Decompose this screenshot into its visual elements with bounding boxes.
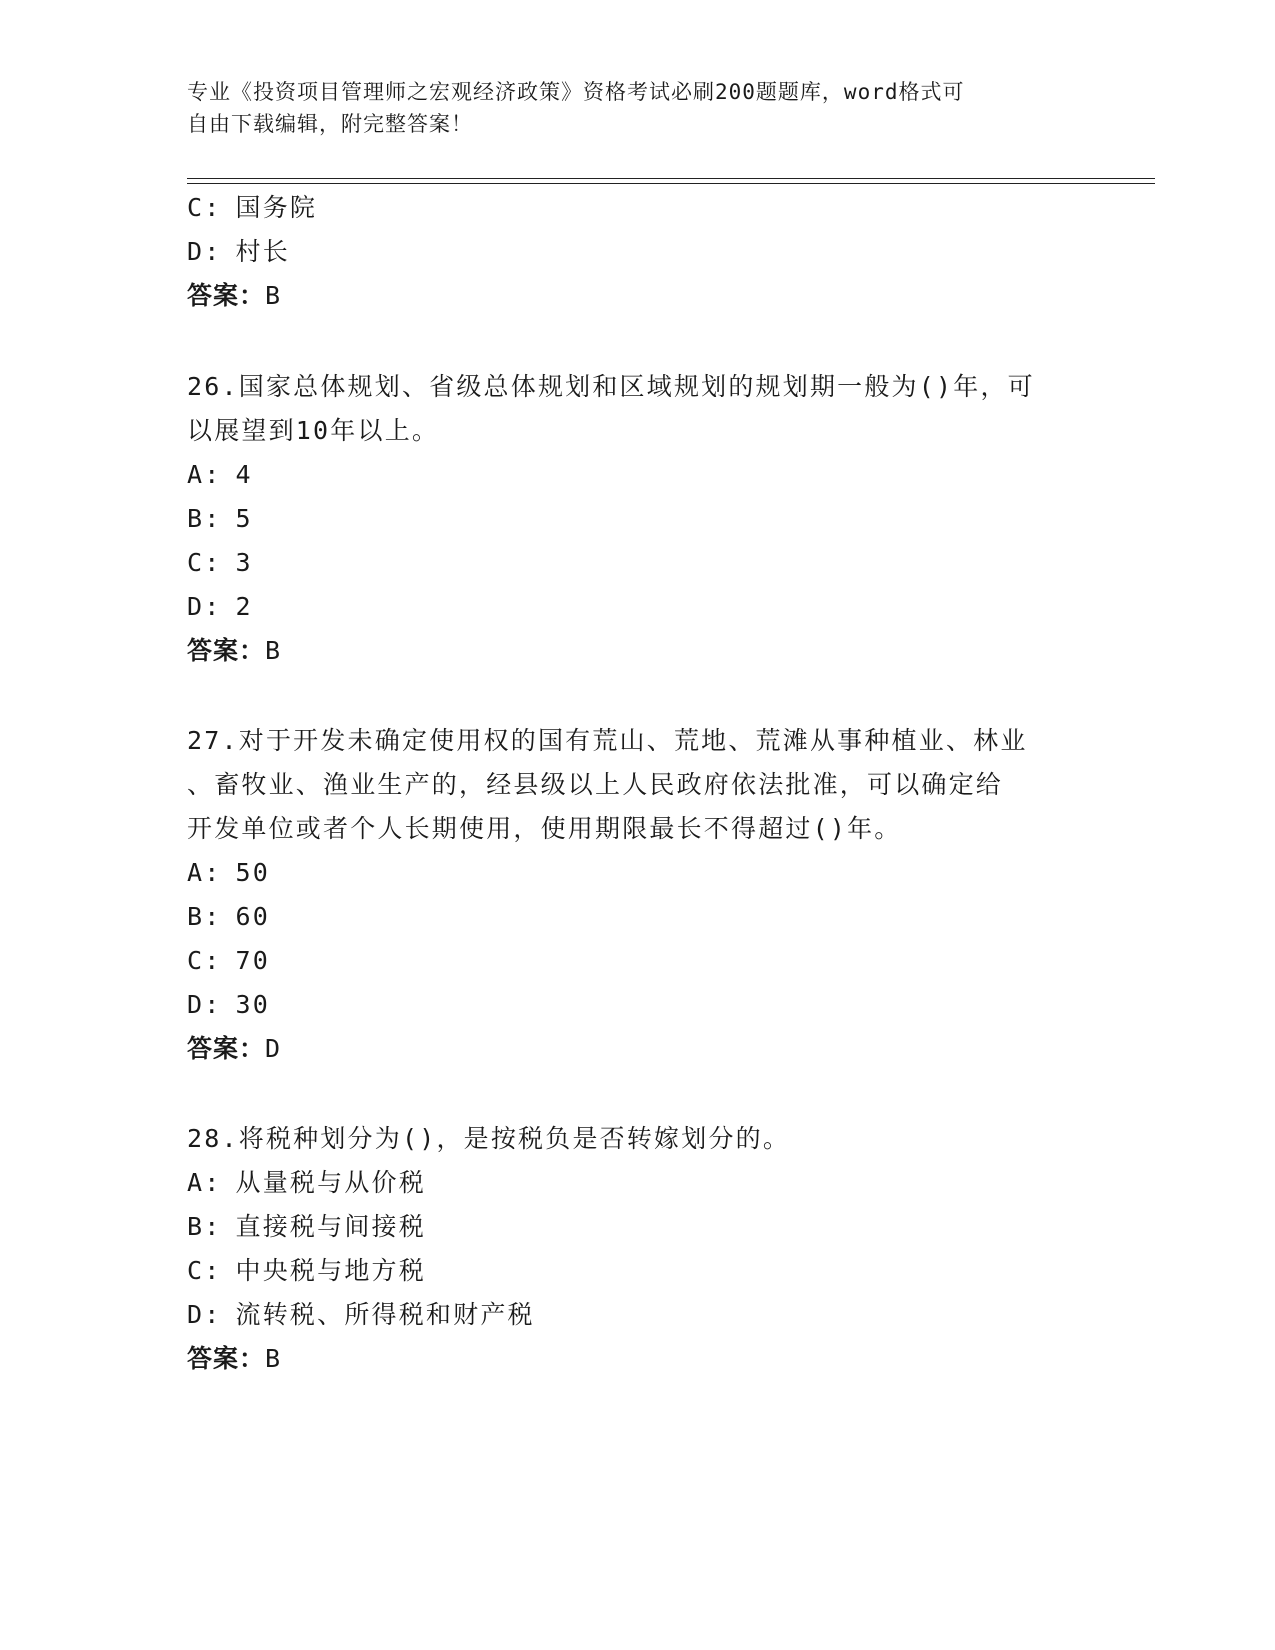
answer-line: 答案：B (187, 281, 282, 310)
option-b: B: 直接税与间接税 (187, 1212, 426, 1241)
question-26-line-2: 以展望到10年以上。 (187, 416, 440, 445)
header-line-2: 自由下载编辑，附完整答案！ (187, 112, 473, 136)
option-b: B: 60 (187, 902, 271, 931)
option-a: A: 从量税与从价税 (187, 1168, 426, 1197)
option-d: D: 流转税、所得税和财产税 (187, 1300, 535, 1329)
question-28-line-1: 28.将税种划分为()，是按税负是否转嫁划分的。 (187, 1124, 791, 1153)
option-a: A: 50 (187, 858, 271, 887)
option-b: B: 5 (187, 504, 253, 533)
header-divider-bottom (187, 183, 1155, 184)
header-divider-top (187, 178, 1155, 179)
document-header (187, 76, 1067, 140)
answer-line: 答案：D (187, 1034, 282, 1063)
answer-line: 答案：B (187, 636, 282, 665)
option-d: D: 村长 (187, 237, 290, 266)
question-26-line-1: 26.国家总体规划、省级总体规划和区域规划的规划期一般为()年，可 (187, 372, 1035, 401)
option-a: A: 4 (187, 460, 253, 489)
answer-line: 答案：B (187, 1344, 282, 1373)
option-c: C: 中央税与地方税 (187, 1256, 426, 1285)
option-c: C: 70 (187, 946, 271, 975)
question-27-line-2: 、畜牧业、渔业生产的，经县级以上人民政府依法批准，可以确定给 (187, 770, 1004, 799)
option-d: D: 2 (187, 592, 253, 621)
question-27-line-1: 27.对于开发未确定使用权的国有荒山、荒地、荒滩从事种植业、林业 (187, 726, 1028, 755)
question-27-line-3: 开发单位或者个人长期使用，使用期限最长不得超过()年。 (187, 814, 902, 843)
header-line-1: 专业《投资项目管理师之宏观经济政策》资格考试必刷200题题库，word格式可 (187, 80, 965, 104)
option-d: D: 30 (187, 990, 271, 1019)
option-c: C: 国务院 (187, 193, 318, 222)
option-c: C: 3 (187, 548, 253, 577)
